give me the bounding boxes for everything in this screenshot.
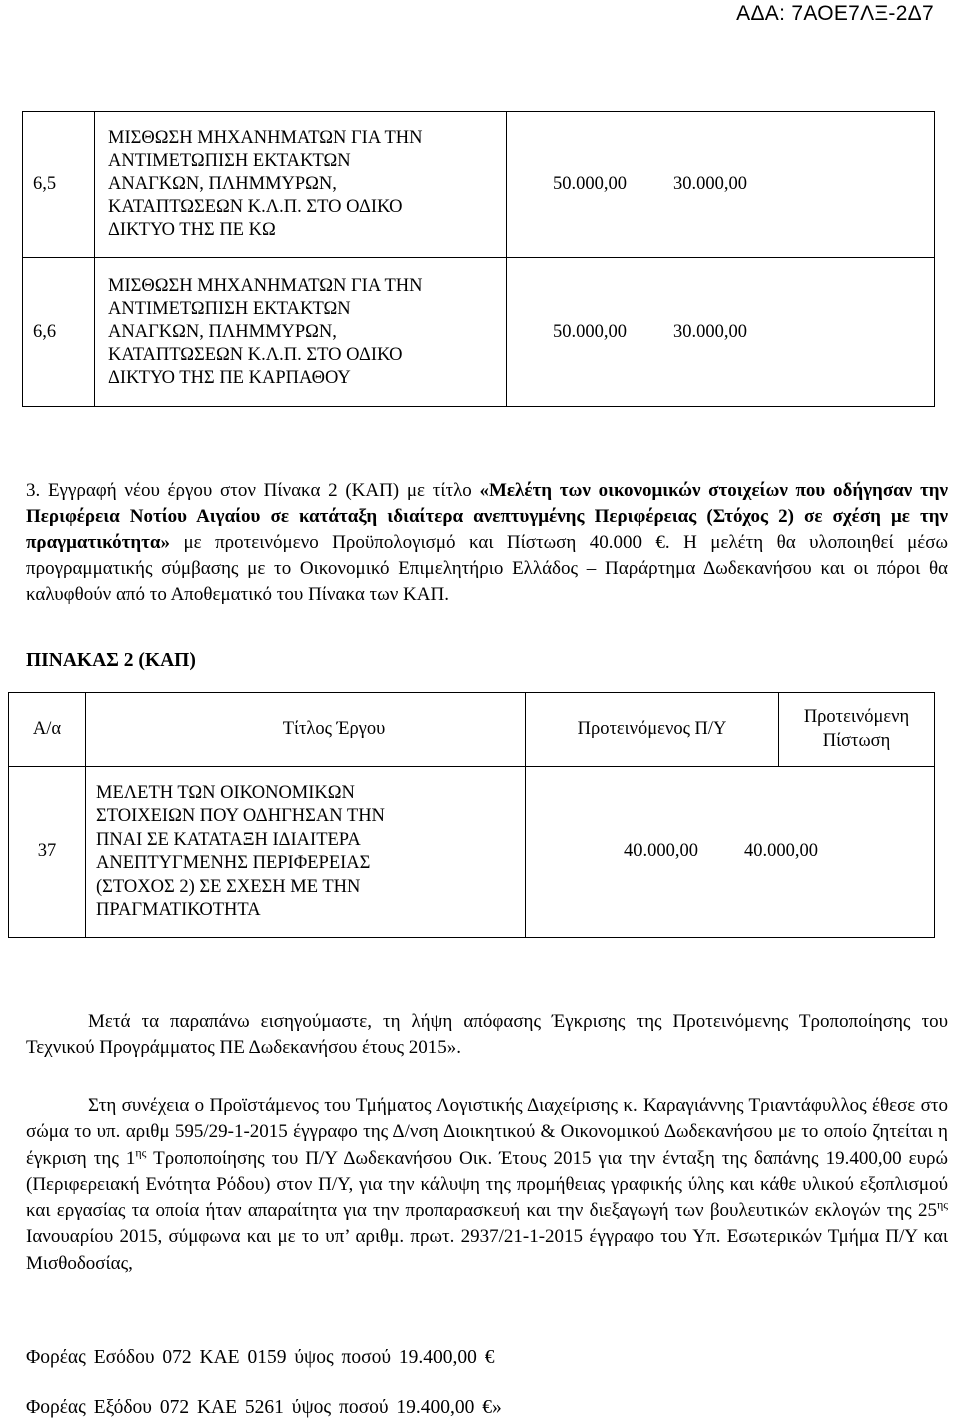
table-2-heading: ΠΙΝΑΚΑΣ 2 (ΚΑΠ) <box>26 650 196 671</box>
title-line: ΚΑΤΑΠΤΩΣΕΩΝ Κ.Λ.Π. ΣΤΟ ΟΔΙΚΟ <box>108 344 403 365</box>
expense-line: Φορέας Εξόδου 072 ΚΑΕ 5261 ύψος ποσού 19.400,00 €» <box>26 1397 502 1418</box>
budget-value: 50.000,00 <box>553 321 627 342</box>
ordinal-suffix: ης <box>135 1145 147 1160</box>
section-3-intro: 3. Εγγραφή νέου έργου στον Πίνακα 2 (ΚΑΠ) με τίτλο <box>26 480 480 501</box>
title-line: (ΣΤΟΧΟΣ 2) ΣΕ ΣΧΕΣΗ ΜΕ ΤΗΝ <box>96 876 361 897</box>
row-number: 37 <box>9 767 86 938</box>
credit-value: 30.000,00 <box>673 174 747 194</box>
title-line: ΑΝΑΓΚΩΝ, ΠΛΗΜΜΥΡΩΝ, <box>108 174 337 194</box>
kap-table <box>8 692 935 938</box>
title-line: ΠΝΑΙ ΣΕ ΚΑΤΑΤΑΞΗ ΙΔΙΑΙΤΕΡΑ <box>96 829 361 850</box>
budget-value: 50.000,00 <box>553 174 627 194</box>
title-line: ΔΙΚΤΥΟ ΤΗΣ ΠΕ ΚΩ <box>108 220 276 240</box>
row-title <box>95 258 507 407</box>
continuation-text: Ιανουαρίου 2015, σύμφωνα και με το υπ’ αριθμ. πρωτ. 2937/21-1-2015 έγγραφο του Υπ. Εσωτερικών Τμήμα Π/Υ και Μισθοδοσίας, <box>26 1226 948 1274</box>
table-row <box>9 767 935 938</box>
title-line: ΠΡΑΓΜΑΤΙΚΟΤΗΤΑ <box>96 900 261 920</box>
budget-value: 40.000,00 <box>624 841 698 862</box>
income-line: Φορέας Εσόδου 072 ΚΑΕ 0159 ύψος ποσού 19.400,00 € <box>26 1347 495 1368</box>
title-line: ΔΙΚΤΥΟ ΤΗΣ ΠΕ ΚΑΡΠΑΘΟΥ <box>108 367 351 388</box>
continuation-text: Τροποποίησης του Π/Υ Δωδεκανήσου Οικ. Έτους 2015 για την ένταξη της δαπάνης 19.400,00 ευρώ (Περιφερειακή Ενότητα Ρόδου) στον Π/Υ, για την κάλυψη της προμήθειας γραφικής ύλης και κάθε υλικού εξοπλισμού και εργασίας τα οποία ήταν απαραίτητα για την προπαρασκευή και την διεξαγωγή των βουλευτικών εκλογών της 25 <box>26 1147 948 1222</box>
table-row <box>23 112 935 258</box>
table-row <box>23 258 935 407</box>
row-amounts <box>526 767 935 938</box>
ordinal-suffix: ης <box>936 1197 948 1212</box>
header-budget: Προτεινόμενος Π/Υ <box>526 693 779 767</box>
title-line: ΑΝΤΙΜΕΤΩΠΙΣΗ ΕΚΤΑΚΤΩΝ <box>108 298 351 319</box>
title-line: ΣΤΟΙΧΕΙΩΝ ΠΟΥ ΟΔΗΓΗΣΑΝ ΤΗΝ <box>96 806 385 826</box>
row-amounts <box>507 258 935 407</box>
row-number: 6,6 <box>23 258 95 407</box>
title-line: ΑΝΑΓΚΩΝ, ΠΛΗΜΜΥΡΩΝ, <box>108 321 337 342</box>
title-line: ΜΙΣΘΩΣΗ ΜΗΧΑΝΗΜΑΤΩΝ ΓΙΑ ΤΗΝ <box>108 128 423 148</box>
header-credit-line: Προτεινόμενη <box>803 707 910 727</box>
header-credit <box>779 693 935 767</box>
title-line: ΜΕΛΕΤΗ ΤΩΝ ΟΙΚΟΝΟΜΙΚΩΝ <box>96 782 355 803</box>
row-amounts <box>507 112 935 258</box>
credit-value: 30.000,00 <box>673 321 747 342</box>
row-number: 6,5 <box>23 112 95 258</box>
continuation-paragraph <box>26 1093 948 1277</box>
ada-code: ΑΔΑ: 7ΑΟΕ7ΛΞ-2Δ7 <box>736 2 934 25</box>
title-line: ΚΑΤΑΠΤΩΣΕΩΝ Κ.Λ.Π. ΣΤΟ ΟΔΙΚΟ <box>108 197 403 217</box>
row-title <box>95 112 507 258</box>
title-line: ΑΝΕΠΤΥΓΜΕΝΗΣ ΠΕΡΙΦΕΡΕΙΑΣ <box>96 853 371 873</box>
header-credit-line: Πίστωση <box>822 730 891 751</box>
top-table <box>22 111 935 407</box>
header-title: Τίτλος Έργου <box>86 693 526 767</box>
title-line: ΑΝΤΙΜΕΤΩΠΙΣΗ ΕΚΤΑΚΤΩΝ <box>108 151 351 171</box>
title-line: ΜΙΣΘΩΣΗ ΜΗΧΑΝΗΜΑΤΩΝ ΓΙΑ ΤΗΝ <box>108 275 423 296</box>
section-3-project-title: «Μελέτη των οικονομικών στοιχείων που οδήγησαν την Περιφέρεια Νοτίου Αιγαίου σε κατάταξη ιδιαίτερα ανεπτυγμένης Περιφέρειας (Στόχος 2) σε σχέση με την πραγματικότητα» <box>26 480 948 553</box>
section-3-paragraph <box>26 478 948 608</box>
continuation-text: Στη συνέχεια ο Προϊστάμενος του Τμήματος Λογιστικής Διαχείρισης κ. Καραγιάννης Τριαντάφυλλος έθεσε στο σώμα το υπ. αριθμ 595/29-1-2015 έγγραφο της Δ/νση Διοικητικού & Οικονομικού Δωδεκανήσου με το οποίο ζητείται η έγκριση της 1 <box>26 1095 948 1169</box>
table-header-row <box>9 693 935 767</box>
credit-value: 40.000,00 <box>744 841 818 862</box>
conclusion-paragraph: Μετά τα παραπάνω εισηγούμαστε, τη λήψη απόφασης Έγκρισης της Προτεινόμενης Τροποποίησης του Τεχνικού Προγράμματος ΠΕ Δωδεκανήσου έτους 2015». <box>26 1011 948 1058</box>
section-3-details: με προτεινόμενο Προϋπολογισμό και Πίστωση 40.000 €. Η μελέτη θα υλοποιηθεί μέσω προγραμματικής σύμβασης με το Οικονομικό Επιμελητήριο Ελλάδος – Παράρτημα Δωδεκανήσου και οι πόροι θα καλυφθούν από το Αποθεματικό του Πίνακα των ΚΑΠ. <box>26 532 948 605</box>
row-title <box>86 767 526 938</box>
header-aa: Α/α <box>9 693 86 767</box>
